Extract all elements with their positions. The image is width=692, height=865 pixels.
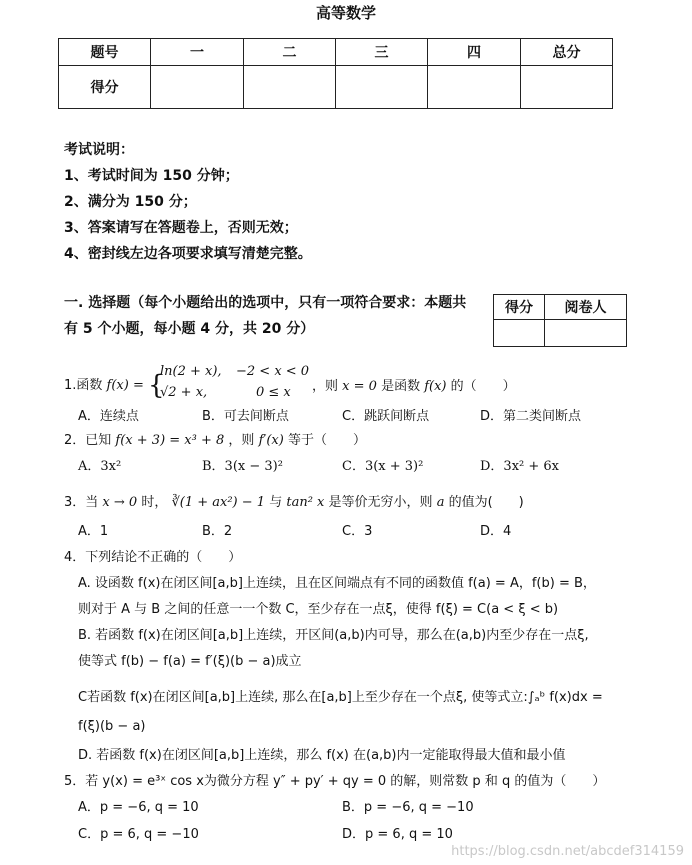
q3-suffix: 的值为( ) bbox=[448, 495, 524, 510]
score-cell[interactable] bbox=[336, 66, 428, 109]
score-table-header-row bbox=[59, 39, 613, 66]
q1-fx: f(x) bbox=[424, 379, 447, 394]
q1-case-2: √2 + x, bbox=[160, 385, 208, 400]
q2-option-a[interactable]: A．3x² bbox=[78, 459, 122, 474]
score-cell[interactable] bbox=[244, 66, 336, 109]
q3-option-a[interactable]: A．1 bbox=[78, 524, 109, 539]
score-header-cell: 四 bbox=[428, 39, 521, 66]
q2-option-c[interactable]: C．3(x + 3)² bbox=[342, 459, 424, 474]
q1-option-b[interactable]: B．可去间断点 bbox=[202, 409, 289, 424]
q5-option-c[interactable]: C．p = 6, q = −10 bbox=[78, 827, 199, 842]
q5-option-d[interactable]: D．p = 6, q = 10 bbox=[342, 827, 453, 842]
score-cell[interactable] bbox=[151, 66, 244, 109]
q2-prefix: 2．已知 bbox=[64, 433, 112, 448]
question-4-stem: 4．下列结论不正确的（ ） bbox=[64, 550, 242, 565]
q4-option-a-line1[interactable]: A. 设函数 f(x)在闭区间[a,b]上连续，且在区间端点有不同的函数值 f(a) = A，f(b) = B， bbox=[78, 576, 596, 591]
q5-option-a[interactable]: A．p = −6, q = 10 bbox=[78, 800, 199, 815]
q3-prefix: 3．当 bbox=[64, 495, 99, 510]
left-brace-icon: { bbox=[148, 370, 165, 401]
q1-prefix: 1.函数 bbox=[64, 378, 103, 393]
q3-option-b[interactable]: B．2 bbox=[202, 524, 233, 539]
score-table-score-row bbox=[59, 66, 613, 109]
score-header-cell: 题号 bbox=[59, 39, 151, 66]
grader-score-label: 得分 bbox=[494, 295, 545, 320]
q1-suffix-a: ，则 bbox=[312, 379, 339, 394]
q1-condition-1: −2 < x < 0 bbox=[236, 364, 310, 379]
q1-x0: x = 0 bbox=[342, 379, 377, 394]
page-title: 高等数学 bbox=[315, 4, 376, 22]
q3-mid3: 是等价无穷小，则 bbox=[328, 495, 433, 510]
q1-condition-2: 0 ≤ x bbox=[256, 385, 291, 400]
question-5-stem: 5．若 y(x) = e³ˣ cos x为微分方程 y″ + py′ + qy = 0 的解，则常数 p 和 q 的值为（ ） bbox=[64, 774, 606, 789]
q2-option-d[interactable]: D．3x² + 6x bbox=[480, 459, 559, 474]
score-row-label: 得分 bbox=[59, 66, 151, 109]
q4-option-b-line1[interactable]: B. 若函数 f(x)在闭区间[a,b]上连续，开区间(a,b)内可导，那么在(a,b)内至少存在一点ξ, bbox=[78, 628, 589, 643]
section-heading-line1: 一. 选择题（每个小题给出的选项中，只有一项符合要求：本题共 bbox=[64, 295, 467, 311]
q2-derivative: f′(x) bbox=[258, 433, 284, 448]
q1-function: f(x) = bbox=[106, 378, 144, 393]
q1-suffix-b: 是函数 bbox=[381, 379, 421, 394]
q1-case-1: ln(2 + x), bbox=[160, 364, 222, 379]
q3-option-d[interactable]: D．4 bbox=[480, 524, 512, 539]
question-3-stem bbox=[64, 491, 524, 510]
q3-a: a bbox=[436, 495, 445, 510]
q4-option-a-line2: 则对于 A 与 B 之间的任意一一个数 C，至少存在一点ξ，使得 f(ξ) = C(a < ξ < b) bbox=[78, 602, 559, 617]
score-cell[interactable] bbox=[428, 66, 521, 109]
q2-equation: f(x + 3) = x³ + 8 bbox=[115, 433, 225, 448]
watermark-text: https://blog.csdn.net/abcdef314159 bbox=[451, 844, 684, 859]
q1-option-a[interactable]: A．连续点 bbox=[78, 409, 139, 424]
q4-option-c-line1[interactable]: C若函数 f(x)在闭区间[a,b]上连续, 那么在[a,b]上至少存在一个点ξ, 使等式立:∫ₐᵇ f(x)dx = bbox=[78, 690, 603, 705]
q3-mid2: 与 bbox=[269, 495, 283, 510]
instruction-item: 1、考试时间为 150 分钟； bbox=[64, 168, 239, 184]
q1-option-d[interactable]: D．第二类间断点 bbox=[480, 409, 582, 424]
score-header-cell: 一 bbox=[151, 39, 244, 66]
instruction-item: 2、满分为 150 分； bbox=[64, 194, 197, 210]
score-table bbox=[58, 38, 613, 109]
grader-score-cell[interactable] bbox=[494, 320, 545, 347]
grader-name-label: 阅卷人 bbox=[545, 295, 627, 320]
question-1-stem bbox=[64, 370, 165, 401]
section-heading-line2: 有 5 个小题，每小题 4 分，共 20 分） bbox=[64, 321, 315, 337]
instruction-item: 3、答案请写在答题卷上，否则无效； bbox=[64, 220, 298, 236]
q4-option-b-line2: 使等式 f(b) − f(a) = f′(ξ)(b − a)成立 bbox=[78, 654, 302, 669]
score-cell[interactable] bbox=[521, 66, 613, 109]
q2-option-b[interactable]: B．3(x − 3)² bbox=[202, 459, 283, 474]
q3-option-c[interactable]: C．3 bbox=[342, 524, 373, 539]
instruction-item: 4、密封线左边各项要求填写清楚完整。 bbox=[64, 246, 312, 262]
q1-stem-tail bbox=[312, 375, 516, 394]
q3-mid1: 时， bbox=[141, 495, 168, 510]
grader-table-header-row bbox=[494, 295, 627, 320]
q2-mid: ，则 bbox=[228, 433, 255, 448]
q1-suffix-c: 的（ ） bbox=[450, 379, 516, 394]
q5-option-b[interactable]: B．p = −6, q = −10 bbox=[342, 800, 474, 815]
q4-option-d[interactable]: D. 若函数 f(x)在闭区间[a,b]上连续，那么 f(x) 在(a,b)内一定能取得最大值和最小值 bbox=[78, 748, 566, 763]
q2-suffix: 等于（ ） bbox=[287, 433, 366, 448]
score-header-cell: 二 bbox=[244, 39, 336, 66]
score-header-cell: 三 bbox=[336, 39, 428, 66]
instructions-heading: 考试说明： bbox=[64, 142, 134, 158]
grader-table bbox=[493, 294, 627, 347]
q4-option-c-line2: f(ξ)(b − a) bbox=[78, 719, 146, 734]
grader-name-cell[interactable] bbox=[545, 320, 627, 347]
q3-expression: ∛(1 + ax²) − 1 bbox=[171, 495, 266, 510]
q1-option-c[interactable]: C．跳跃间断点 bbox=[342, 409, 430, 424]
grader-table-input-row bbox=[494, 320, 627, 347]
q3-tan: tan² x bbox=[286, 495, 325, 510]
score-header-cell: 总分 bbox=[521, 39, 613, 66]
question-2-stem bbox=[64, 429, 366, 448]
q3-limit: x → 0 bbox=[102, 495, 138, 510]
